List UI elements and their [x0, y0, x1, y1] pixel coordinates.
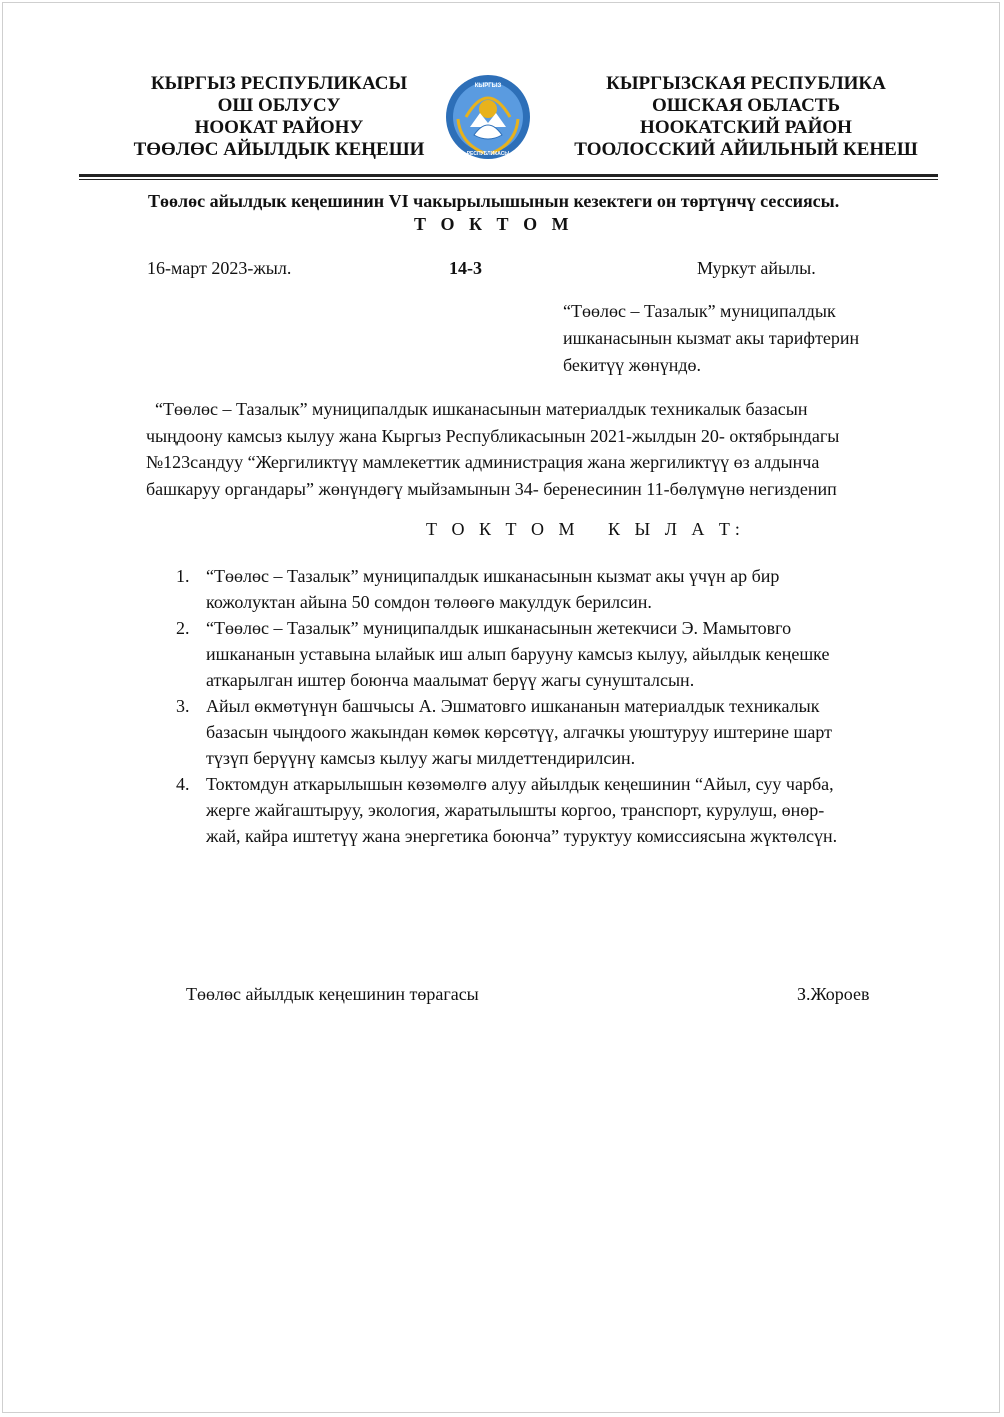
header-russian-block — [560, 73, 932, 161]
list-item — [172, 693, 932, 771]
preamble-line: чыңдоону камсыз кылуу жана Кыргыз Республикасынын 2021-жылдын 20- октябрындагы — [146, 425, 840, 446]
document-type-heading: Т О К Т О М — [414, 214, 574, 234]
signature-title: Төөлөс айылдык кеңешинин төрагасы — [186, 984, 479, 1004]
list-item-line: ишкананын уставына ылайык иш алып барууну камсыз кылуу, айылдык кеңешке — [206, 644, 830, 664]
resolution-list — [172, 563, 932, 849]
list-item — [172, 615, 932, 693]
header-left-line: КЫРГЫЗ РЕСПУБЛИКАСЫ — [150, 73, 408, 94]
emblem-bottom-text: РЕСПУБЛИКАСЫ — [466, 151, 510, 157]
document-number: 14-3 — [449, 258, 482, 278]
list-item-line: “Төөлөс – Тазалык” муниципалдык ишканасынын жетекчиси Э. Мамытовго — [206, 618, 792, 638]
list-item-line: Айыл өкмөтүнүн башчысы А. Эшматовго ишкананын материалдык техникалык — [206, 696, 820, 716]
list-item-line: “Төөлөс – Тазалык” муниципалдык ишканасынын кызмат акы үчүн ар бир — [206, 566, 780, 586]
subject-line: ишканасынын кызмат акы тарифтерин — [563, 328, 860, 348]
header-right-line: КЫРГЫЗСКАЯ РЕСПУБЛИКА — [606, 73, 886, 94]
list-item-number: 1. — [176, 566, 190, 586]
list-item-number: 3. — [176, 696, 190, 716]
emblem-top-text: КЫРГЫЗ — [474, 83, 502, 89]
list-item-line: базасын чыңдоого жакындан көмөк көрсөтүү, алгачкы уюштуруу иштерине шарт — [206, 722, 832, 742]
list-item-number: 4. — [176, 774, 190, 794]
list-item-line: жай, кайра иштетүү жана энергетика боюнча” туруктуу комиссиясына жүктөлсүн. — [206, 826, 838, 846]
list-item-line: аткарылган иштер боюнча маалымат берүү жагы сунушталсын. — [206, 670, 695, 690]
preamble-line: “Төөлөс – Тазалык” муниципалдык ишканасынын материалдык техникалык базасын — [146, 399, 808, 419]
header-right-line: ТООЛОССКИЙ АЙИЛЬНЫЙ КЕНЕШ — [574, 139, 918, 160]
list-item-line: Токтомдун аткарылышын көзөмөлгө алуу айылдык кеңешинин “Айыл, суу чарба, — [206, 774, 834, 794]
document-place: Муркут айылы. — [697, 258, 816, 278]
list-item — [172, 563, 932, 615]
header-right-line: НООКАТСКИЙ РАЙОН — [640, 117, 852, 138]
header-right-line: ОШСКАЯ ОБЛАСТЬ — [651, 95, 841, 116]
header-divider-thin — [79, 179, 938, 180]
signature-name: З.Жороев — [797, 984, 870, 1004]
header-divider-thick — [79, 174, 938, 177]
list-item-line: кожолуктан айына 50 сомдон төлөөгө макулдук берилсин. — [206, 592, 652, 612]
header-kyrgyz-block — [118, 73, 440, 161]
resolution-heading: Т О К Т О М К Ы Л А Т: — [426, 519, 745, 539]
document-date: 16-март 2023-жыл. — [147, 258, 292, 278]
document-subject — [563, 298, 923, 379]
preamble-line: башкаруу органдары” жөнүндөгү мыйзамынын 34- беренесинин 11-бөлүмүнө негизденип — [146, 478, 837, 499]
session-title: Төөлөс айылдык кеңешинин VI чакырылышынын кезектеги он төртүнчү сессиясы. — [148, 191, 840, 211]
preamble-line: №123сандуу “Жергиликтүү мамлекеттик администрация жана жергиликтүү өз алдынча — [146, 452, 820, 472]
header-left-line: ОШ ОБЛУСУ — [217, 95, 341, 116]
list-item-number: 2. — [176, 618, 190, 638]
header-left-line: НООКАТ РАЙОНУ — [194, 117, 364, 138]
state-emblem-icon — [444, 73, 532, 161]
list-item-line: жерге жайгаштыруу, экология, жаратылышты коргоо, транспорт, курулуш, өнөр- — [206, 800, 825, 820]
subject-line: “Төөлөс – Тазалык” муниципалдык — [563, 301, 836, 321]
list-item — [172, 771, 932, 849]
preamble-paragraph — [146, 396, 936, 502]
header-left-line: ТӨӨЛӨС АЙЫЛДЫК КЕҢЕШИ — [133, 139, 425, 160]
list-item-line: түзүп берүүнү камсыз кылуу жагы милдеттендирилсин. — [206, 748, 636, 768]
subject-line: бекитүү жөнүндө. — [563, 355, 702, 375]
